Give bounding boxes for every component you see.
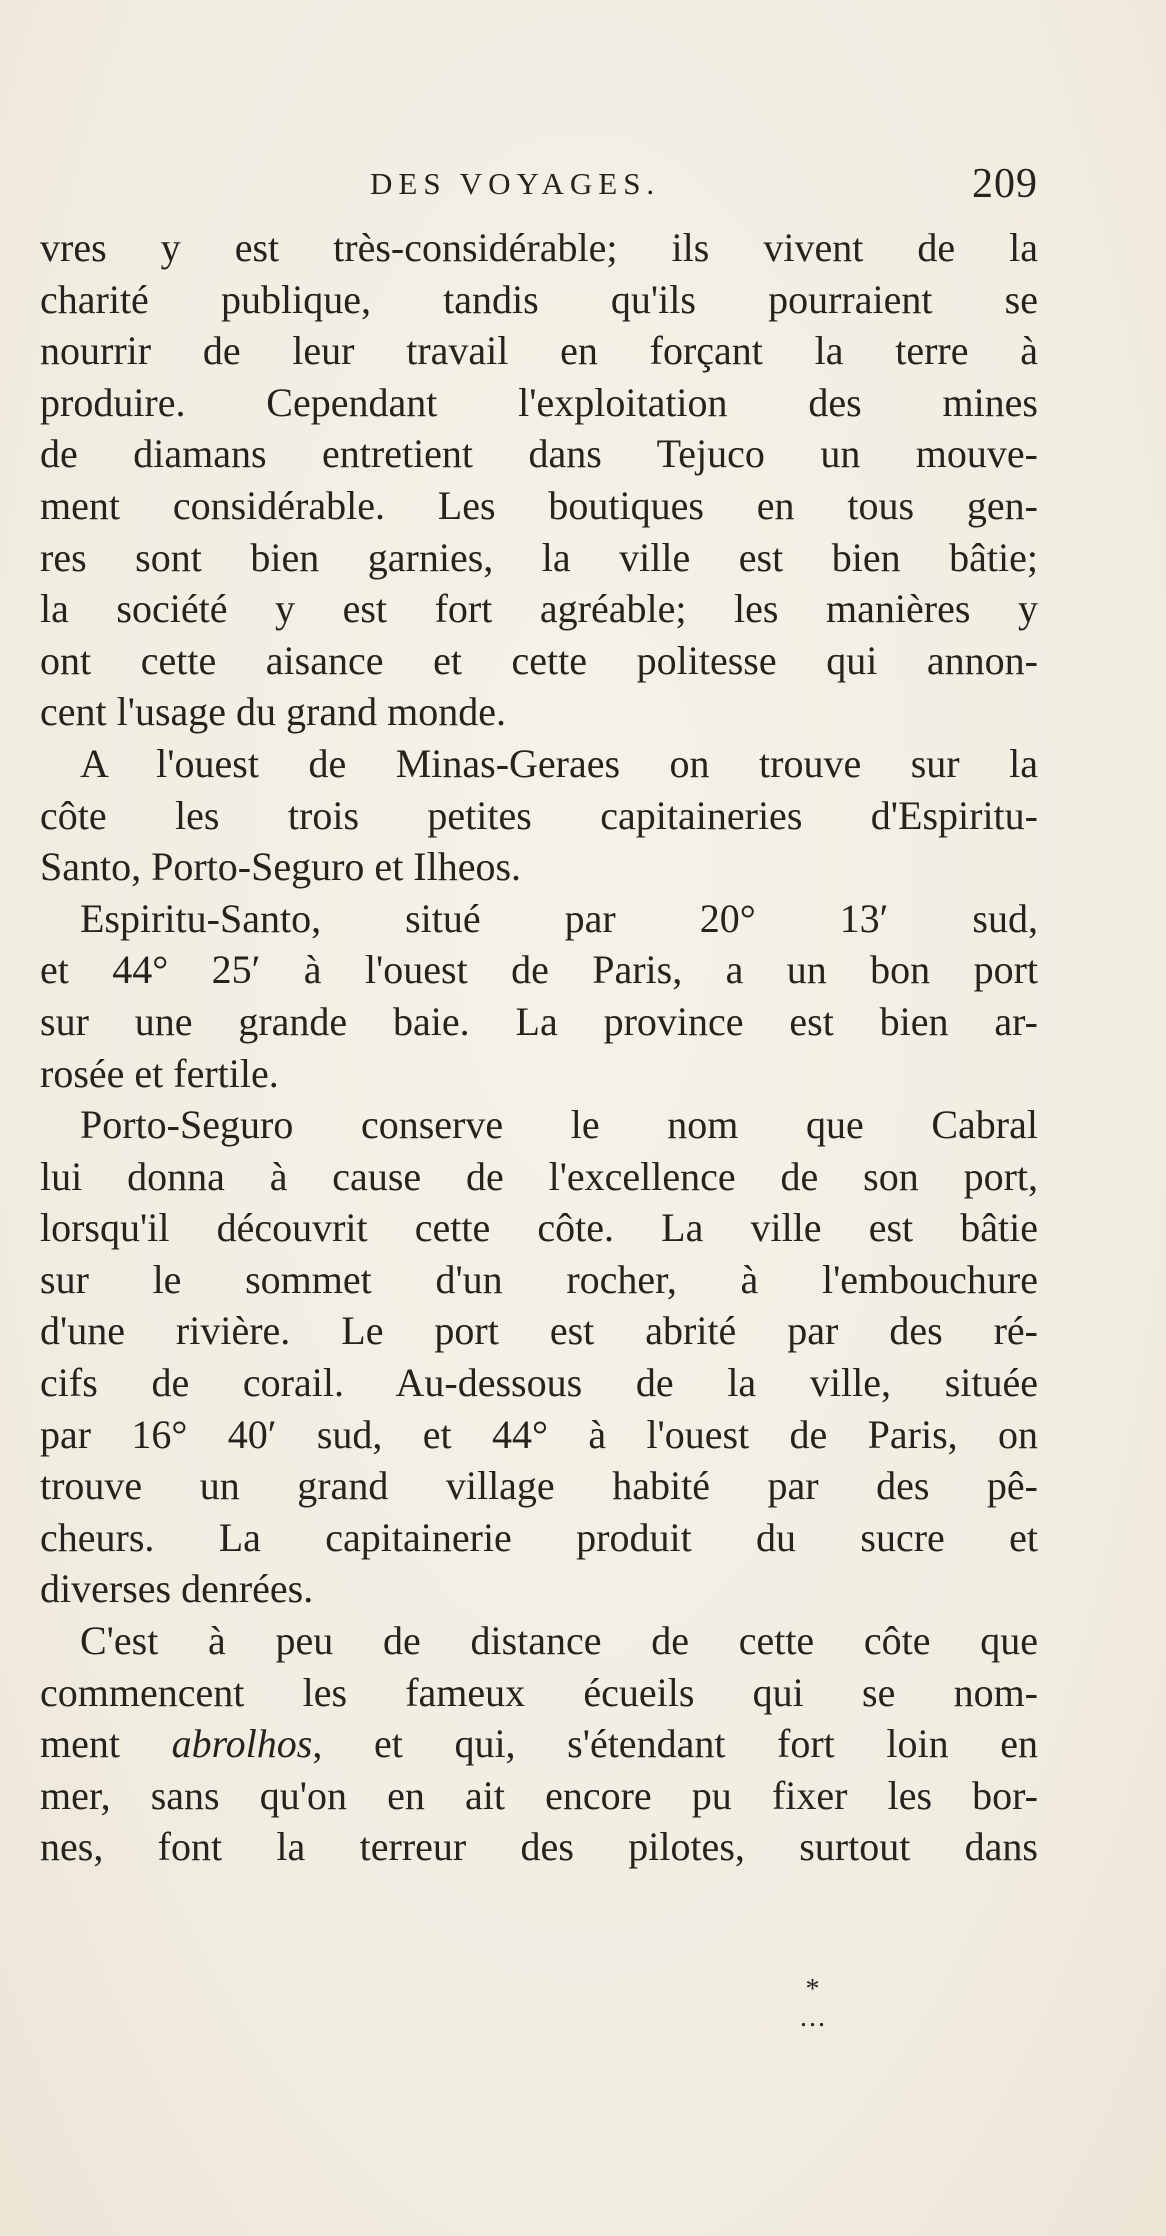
text-line: commencent les fameux écueils qui se nom- bbox=[40, 1669, 1038, 1715]
text-line: diverses denrées. bbox=[40, 1566, 314, 1612]
text-line: nes, font la terreur des pilotes, surtout dans bbox=[40, 1824, 1038, 1870]
text-line: Espiritu-Santo, situé par 20° 13′ sud, bbox=[80, 895, 1038, 941]
italic-term: abrolhos bbox=[171, 1721, 313, 1767]
text-line: sur le sommet d'un rocher, à l'embouchure bbox=[40, 1256, 1038, 1302]
text-line: cheurs. La capitainerie produit du sucre et bbox=[40, 1514, 1038, 1560]
text-line: lui donna à cause de l'excellence de son port, bbox=[40, 1153, 1038, 1199]
text-line: rosée et fertile. bbox=[40, 1050, 279, 1096]
page-header bbox=[40, 160, 1038, 210]
text-line: d'une rivière. Le port est abrité par des ré- bbox=[40, 1308, 1038, 1354]
text-line: par 16° 40′ sud, et 44° à l'ouest de Paris, on bbox=[40, 1411, 1038, 1457]
signature-mark: * ... bbox=[800, 1974, 827, 2033]
page-number: 209 bbox=[972, 161, 1038, 207]
text-line: et 44° 25′ à l'ouest de Paris, a un bon port bbox=[40, 947, 1038, 993]
text-line: mer, sans qu'on en ait encore pu fixer les bor- bbox=[40, 1772, 1038, 1818]
text-line: sur une grande baie. La province est bien ar- bbox=[40, 998, 1038, 1044]
text-line: Porto-Seguro conserve le nom que Cabral bbox=[80, 1102, 1038, 1148]
running-head: DES VOYAGES. bbox=[370, 166, 661, 201]
text-line: A l'ouest de Minas-Geraes on trouve sur la bbox=[80, 740, 1038, 786]
text-line: ment considérable. Les boutiques en tous gen- bbox=[40, 482, 1038, 528]
text-line: lorsqu'il découvrit cette côte. La ville est bâtie bbox=[40, 1205, 1038, 1251]
text-line: ont cette aisance et cette politesse qui annon- bbox=[40, 637, 1038, 683]
text-line: produire. Cependant l'exploitation des mines bbox=[40, 379, 1038, 425]
text-line: res sont bien garnies, la ville est bien bâtie; bbox=[40, 534, 1038, 580]
text-line: côte les trois petites capitaineries d'Espiritu- bbox=[40, 792, 1038, 838]
text-line: nourrir de leur travail en forçant la terre à bbox=[40, 328, 1038, 374]
text-line: la société y est fort agréable; les manières y bbox=[40, 586, 1038, 632]
text-line: C'est à peu de distance de cette côte que bbox=[80, 1618, 1038, 1664]
text-line: vres y est très-considérable; ils vivent de la bbox=[40, 225, 1038, 270]
text-line: cent l'usage du grand monde. bbox=[40, 689, 506, 735]
text-line: Santo, Porto-Seguro et Ilheos. bbox=[40, 844, 522, 890]
body-text bbox=[40, 222, 1038, 1873]
text-line: cifs de corail. Au-dessous de la ville, située bbox=[40, 1360, 1038, 1406]
text-line: ment abrolhos, et qui, s'étendant fort loin en bbox=[40, 1721, 1038, 1767]
text-line: charité publique, tandis qu'ils pourraient se bbox=[40, 276, 1038, 322]
text-line: trouve un grand village habité par des pê- bbox=[40, 1463, 1038, 1509]
text-line: de diamans entretient dans Tejuco un mouve- bbox=[40, 431, 1038, 477]
